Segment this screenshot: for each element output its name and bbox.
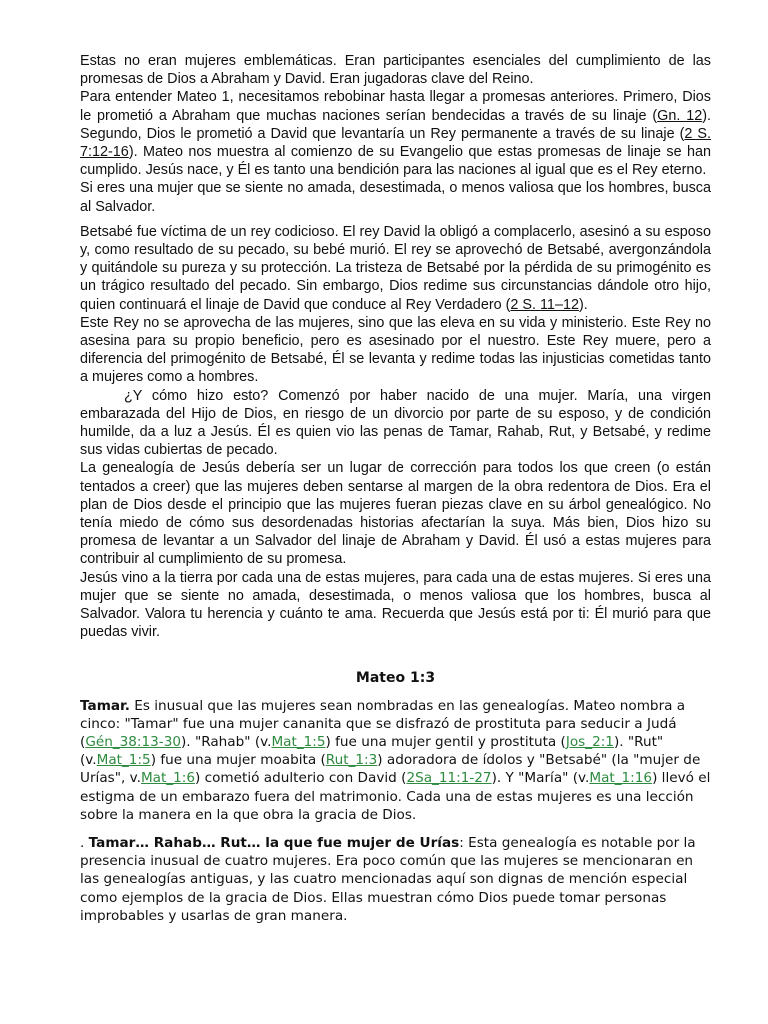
reference-link-mat1-6[interactable]: Mat_1:6 (140, 770, 196, 787)
paragraph-7: La genealogía de Jesús debería ser un lugar de corrección para todos los que creen (o están tentados a creer) que las mujeres deben sentarse al margen de la obra redentora de Dios. Era el plan de Dios desde el principio que las mujeres fueran piezas clave en su árbol genealógico. No tenía miedo de cómo sus desordenadas historias afectarían la suya. Más bien, Dios hizo su promesa de levantar a un Salvador del linaje de Abraham y David. Él usó a estas mujeres para contribuir al cumplimiento de su promesa. (80, 460, 711, 568)
reference-link-gen38[interactable]: Gén_38:13-30 (85, 733, 181, 750)
section-heading: Mateo 1:3 (355, 669, 436, 686)
note-paragraph-2: . Tamar… Rahab… Rut… la que fue mujer de Urías: Esta genealogía es notable por la presencia inusual de cuatro mujeres. Era poco común que las mujeres se mencionaran en las genealogías antiguas, y las cuatro mencionadas aquí son dignas de mención especial como ejemplos de la gracia de Dios. Ellas muestran cómo Dios puede tomar personas improbables y usarlas de gran manera. (80, 834, 696, 924)
paragraph-8: Jesús vino a la tierra por cada una de estas mujeres, para cada una de estas mujeres. Si eres una mujer que se siente no amada, desestimada, o menos valiosa que los hombres, busca al Salvador. Valora tu herencia y cuánto te ama. Recuerda que Jesús está por ti: Él murió para que puedas vivir. (80, 569, 711, 641)
commentary-section (80, 52, 711, 642)
paragraph-2: Para entender Mateo 1, necesitamos rebobinar hasta llegar a promesas anteriores. Primero, Dios le prometió a Abraham que muchas naciones serían bendecidas a través de su linaje (Gn. 12). Segundo, Dios le prometió a David que levantaría un Rey permanente a través de su linaje (2 S. 7:12-16). Mateo nos muestra al comienzo de su Evangelio que estas promesas de linaje se han cumplido. Jesús nace, y Él es tanto una bendición para las naciones al igual que es el Rey eterno. (80, 89, 711, 179)
paragraph-3: Si eres una mujer que se siente no amada, desestimada, o menos valiosa que los hombres, busca al Salvador. (80, 180, 711, 215)
reference-link-mat1-5a[interactable]: Mat_1:5 (271, 733, 326, 750)
verse-notes-section (80, 697, 711, 925)
reference-link-rut1[interactable]: Rut_1:3 (325, 752, 378, 769)
paragraph-4: Betsabé fue víctima de un rey codicioso. El rey David la obligó a complacerlo, asesinó a su esposo y, como resultado de su pecado, su bebé murió. El rey se aprovechó de Betsabé, avergonzándola y quitándole su pureza y su protección. La tristeza de Betsabé por la pérdida de su primogénito es un trágico resultado del pecado. Sin embargo, Dios redime sus circunstancias dándole otro hijo, quien continuará el linaje de David que conduce al Rey Verdadero (2 S. 11–12). (80, 223, 711, 313)
reference-link-mat1-16[interactable]: Mat_1:16 (589, 770, 653, 787)
paragraph-6: ¿Y cómo hizo esto? Comenzó por haber nacido de una mujer. María, una virgen embarazada del Hijo de Dios, en riesgo de un divorcio por parte de su esposo, y de condición humilde, da a luz a Jesús. Él es quien vio las penas de Tamar, Rahab, Rut, y Betsabé, y redime sus vidas cubiertas de pecado. (80, 387, 711, 459)
reference-link-2s7[interactable]: 2 S. 7:12-16 (80, 125, 711, 161)
paragraph-1: Estas no eran mujeres emblemáticas. Eran participantes esenciales del cumplimiento de las promesas de Dios a Abraham y David. Eran jugadoras clave del Reino. (80, 53, 711, 88)
reference-link-2sa11[interactable]: 2Sa_11:1-27 (406, 770, 492, 787)
document-page (80, 52, 711, 925)
reference-link-jos2[interactable]: Jos_2:1 (565, 733, 614, 750)
note-paragraph-1: Tamar. Es inusual que las mujeres sean nombradas en las genealogías. Mateo nombra a cinco: "Tamar" fue una mujer cananita que se disfrazó de prostituta para seducir a Judá (Gén_38:13-30). "Rahab" (v.Mat_1:5) fue una mujer gentil y prostituta (Jos_2:1). "Rut" (v.Mat_1:5) fue una mujer moabita (Rut_1:3) adoradora de ídolos y "Betsabé" (la "mujer de Urías", v.Mat_1:6) cometió adulterio con David (2Sa_11:1-27). Y "María" (v.Mat_1:16) llevó el estigma de un embarazo fuera del matrimonio. Cada una de estas mujeres es una lección sobre la manera en la que obra la gracia de Dios. (80, 697, 711, 823)
reference-link-2s11[interactable]: 2 S. 11–12 (510, 296, 579, 313)
reference-link-gn12[interactable]: Gn. 12 (657, 107, 703, 124)
reference-link-mat1-5b[interactable]: Mat_1:5 (96, 752, 151, 769)
paragraph-5: Este Rey no se aprovecha de las mujeres, sino que las eleva en su vida y ministerio. Este Rey no asesina para su propio beneficio, pero es asesinado por el nuestro. Este Rey muere, pero a diferencia del primogénito de Betsabé, Él se levanta y redime todas las injusticias cometidas tanto a mujeres como a hombres. (80, 314, 711, 386)
